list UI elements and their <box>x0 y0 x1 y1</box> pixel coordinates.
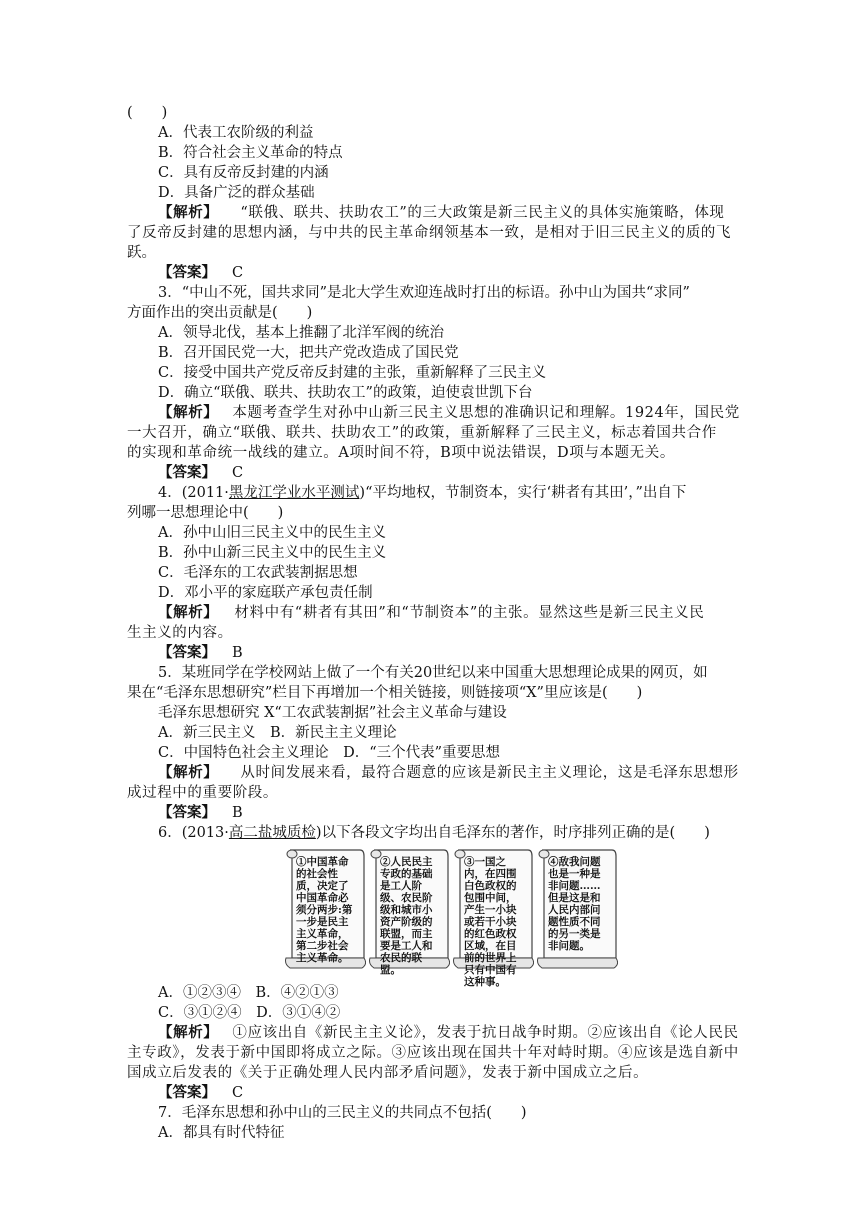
q7-option-a: A．都具有时代特征 <box>158 1125 285 1141</box>
scroll-3-text: ③一国之内，在四围白色政权的包围中间，产生一小块或若干小块的红色政权区域，在目前的世界上只有中国有这种事。 <box>464 856 517 988</box>
q3-option-c: C．接受中国共产党反帝反封建的主张，重新解释了三民主义 <box>158 365 547 381</box>
scroll-2-text: ②人民民主专政的基础是工人阶级、农民阶级和城市小资产阶级的联盟，而主要是工人和农民的联盟。 <box>380 856 433 976</box>
q6-source: 高二盐城质检 <box>228 825 316 841</box>
analysis-label: 【解析】 <box>158 204 219 221</box>
answer-label: 【答案】 <box>158 804 216 821</box>
q2-analysis-cont: 了反帝反封建的思想内涵，与中共的民主革命纲领基本一致，是相对于旧三民主义的质的飞 <box>127 225 731 241</box>
q2-option-b: B．符合社会主义革命的特点 <box>158 145 343 161</box>
q3-option-d: D．确立“联俄、联共、扶助农工”的政策，迫使袁世凯下台 <box>158 385 533 401</box>
q3-stem-cont: 方面作出的突出贡献是( ) <box>127 305 313 321</box>
analysis-text: 材料中有“耕者有其田”和“节制资本”的主张。显然这些是新三民主义民 <box>234 605 705 621</box>
analysis-text: 本题考查学生对孙中山新三民主义思想的准确识记和理解。1924年，国民党 <box>232 405 740 421</box>
q5-options-ab: A．新三民主义 B．新民主主义理论 <box>158 725 397 741</box>
q2-analysis-end: 跃。 <box>127 245 156 261</box>
analysis-text: ①应该出自《新民主主义论》，发表于抗日战争时期。②应该出自《论人民民 <box>232 1025 739 1041</box>
q4-source: 黑龙江学业水平测试 <box>228 485 360 501</box>
q4-number: 4．(2011· <box>158 485 229 501</box>
q2-option-d: D．具备广泛的群众基础 <box>158 185 315 201</box>
scroll-4 <box>536 846 618 972</box>
q2-analysis <box>158 203 725 223</box>
q4-analysis-end: 生主义的内容。 <box>127 625 233 641</box>
answer-label: 【答案】 <box>158 644 216 661</box>
q5-stem-cont: 果在“毛泽东思想研究”栏目下再增加一个相关链接，则链接项“X”里应该是( ) <box>127 685 643 701</box>
q3-analysis <box>158 403 740 423</box>
q5-stem: 5．某班同学在学校网站上做了一个有关20世纪以来中国重大思想理论成果的网页，如 <box>158 665 708 681</box>
q2-option-c: C．具有反帝反封建的内涵 <box>158 165 329 181</box>
q5-analysis-end: 成过程中的重要阶段。 <box>127 785 278 801</box>
q2-option-a: A．代表工农阶级的利益 <box>158 125 314 141</box>
q4-stem <box>158 483 686 503</box>
q4-option-d: D．邓小平的家庭联产承包责任制 <box>158 585 373 601</box>
q3-option-a: A．领导北伐，基本上推翻了北洋军阀的统治 <box>158 325 444 341</box>
q3-analysis-end: 的实现和革命统一战线的建立。A项时间不符，B项中说法错误，D项与本题无关。 <box>127 445 675 461</box>
scroll-2 <box>368 846 450 976</box>
q3-analysis-cont: 一大召开，确立“联俄、联共、扶助农工”的政策，重新解释了三民主义，标志着国共合作 <box>127 425 717 441</box>
analysis-label: 【解析】 <box>158 1024 219 1041</box>
q6-analysis <box>158 1023 739 1043</box>
analysis-label: 【解析】 <box>158 404 219 421</box>
scroll-figure <box>284 836 614 988</box>
q4-stem-text: )“平均地权，节制资本，实行‘耕者有其田’，”出自下 <box>359 485 687 501</box>
q6-analysis-cont: 主专政》，发表于新中国即将成立之际。③应该出现在国共十年对峙时期。④应该是选自新中 <box>127 1045 739 1061</box>
scroll-3 <box>452 846 534 988</box>
answer-value: B <box>232 645 243 661</box>
q3-answer <box>158 463 243 483</box>
q2-answer <box>158 263 243 283</box>
scroll-4-text: ④敌我问题也是一种是非问题……但是这是和人民内部问题性质不同的另一类是非问题。 <box>548 856 601 952</box>
q2-blank: ( ) <box>127 105 168 121</box>
analysis-label: 【解析】 <box>158 604 219 621</box>
q3-option-b: B．召开国民党一大，把共产党改造成了国民党 <box>158 345 459 361</box>
q4-answer <box>158 643 243 663</box>
q6-analysis-end: 国成立后发表的《关于正确处理人民内部矛盾问题》，发表于新中国成立之后。 <box>127 1065 649 1081</box>
scroll-1-text: ①中国革命的社会性质，决定了中国革命必须分两步:第一步是民主主义革命，第二步社会主义革命。 <box>296 856 353 964</box>
analysis-label: 【解析】 <box>158 764 219 781</box>
q6-options-ab: A．①②③④ B．④②①③ <box>158 985 339 1001</box>
q5-options-cd: C．中国特色社会主义理论 D．“三个代表”重要思想 <box>158 745 501 761</box>
q5-analysis <box>158 763 739 783</box>
q3-stem: 3．“中山不死，国共求同”是北大学生欢迎连战时打出的标语。孙中山为国共“求同” <box>158 285 690 301</box>
analysis-text: 从时间发展来看，最符合题意的应该是新民主主义理论，这是毛泽东思想形 <box>240 765 739 781</box>
analysis-text: “联俄、联共、扶助农工”的三大政策是新三民主义的具体实施策略，体现 <box>240 205 725 221</box>
answer-label: 【答案】 <box>158 1084 216 1101</box>
q6-options-cd: C．③①②④ D．③①④② <box>158 1005 341 1021</box>
q6-stem-text: )以下各段文字均出自毛泽东的著作，时序排列正确的是( ) <box>315 825 710 841</box>
q6-answer <box>158 1083 243 1103</box>
q4-option-a: A．孙中山旧三民主义中的民生主义 <box>158 525 386 541</box>
scroll-1 <box>284 846 366 972</box>
q4-option-c: C．毛泽东的工农武装割据思想 <box>158 565 358 581</box>
answer-label: 【答案】 <box>158 264 216 281</box>
q6-number: 6．(2013· <box>158 825 229 841</box>
answer-label: 【答案】 <box>158 464 216 481</box>
q4-analysis <box>158 603 704 623</box>
answer-value: C <box>232 265 244 281</box>
answer-value: B <box>232 805 243 821</box>
q7-stem: 7．毛泽东思想和孙中山的三民主义的共同点不包括( ) <box>158 1105 527 1121</box>
answer-value: C <box>232 1085 244 1101</box>
answer-value: C <box>232 465 244 481</box>
q5-answer <box>158 803 243 823</box>
q5-material: 毛泽东思想研究 X“工农武装割据”社会主义革命与建设 <box>158 705 507 721</box>
q4-option-b: B．孙中山新三民主义中的民生主义 <box>158 545 387 561</box>
q4-stem-cont: 列哪一思想理论中( ) <box>127 505 284 521</box>
